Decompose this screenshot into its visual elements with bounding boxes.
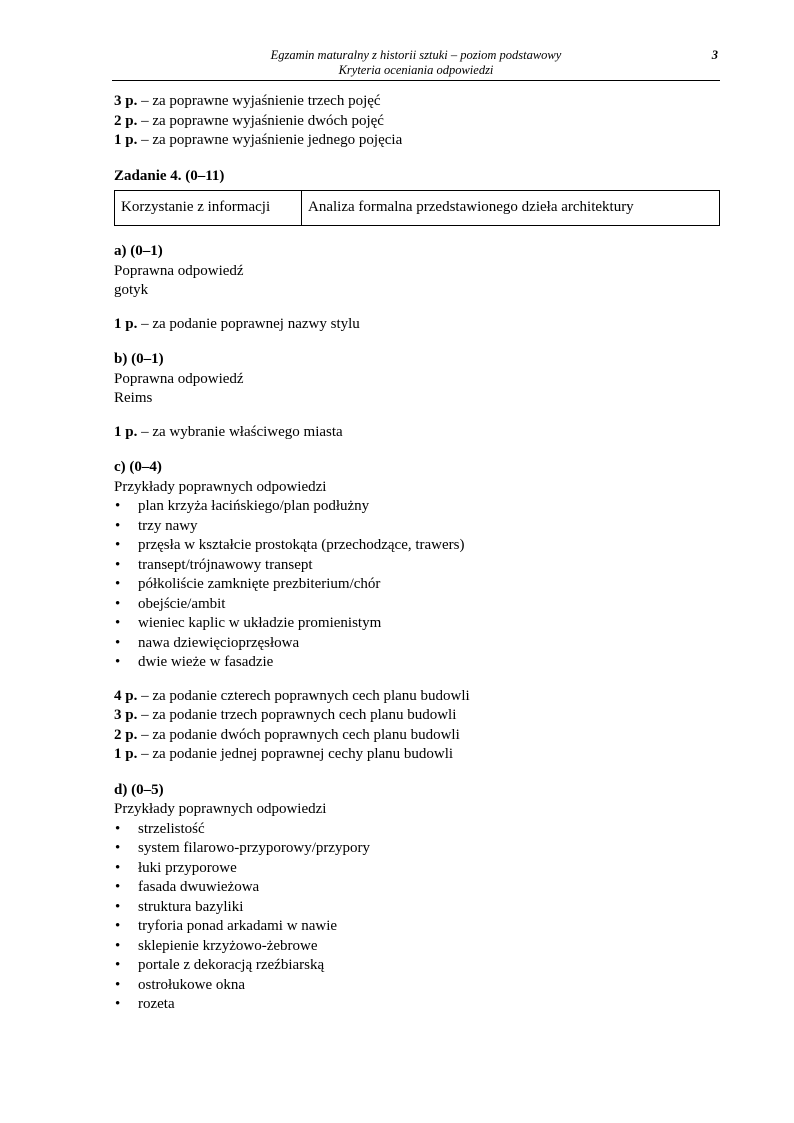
score-points: 2 p. (114, 726, 138, 743)
list-item-text: nawa dziewięcioprzęsłowa (138, 634, 300, 651)
bullet-icon: • (115, 615, 121, 631)
list-item-text: dwie wieże w fasadzie (138, 654, 274, 670)
part-b (114, 350, 720, 442)
list-item (114, 820, 720, 840)
score-points: 1 p. (114, 746, 138, 762)
score-text: – za podanie czterech poprawnych cech planu budowli (137, 687, 470, 704)
score-points: 2 p. (114, 112, 138, 129)
list-item (114, 556, 720, 576)
list-item (114, 536, 720, 556)
score-text: – za podanie jednej poprawnej cechy planu budowli (137, 746, 454, 762)
score-points: 1 p. (114, 132, 138, 148)
part-a-score (114, 315, 720, 335)
list-item-text: transept/trójnawowy transept (138, 556, 313, 573)
bullet-icon: • (115, 937, 121, 954)
list-item (114, 898, 720, 918)
bullet-icon: • (115, 879, 121, 895)
bullet-icon: • (115, 654, 121, 670)
part-d-label: d) (0–5) (114, 781, 164, 798)
list-item (114, 859, 720, 879)
header-subtitle: Kryteria oceniania odpowiedzi (338, 63, 494, 77)
bullet-icon: • (115, 595, 121, 612)
part-b-label: b) (0–1) (114, 351, 164, 367)
list-item (114, 995, 720, 1015)
part-a-answer: gotyk (114, 282, 149, 298)
header-exam-title: Egzamin maturalny z historii sztuki – poziom podstawowy (270, 48, 562, 62)
bullet-icon: • (115, 976, 121, 993)
task-skill-cell: Korzystanie z informacji (115, 191, 302, 226)
score-line (114, 706, 720, 726)
score-points: 4 p. (114, 687, 138, 704)
list-item-text: wieniec kaplic w układzie promienistym (138, 615, 382, 631)
part-a-answer-header: Poprawna odpowiedź (114, 262, 244, 279)
scoring-top (114, 92, 720, 151)
score-text: – za podanie dwóch poprawnych cech planu budowli (137, 726, 460, 743)
part-a (114, 242, 720, 334)
list-item (114, 614, 720, 634)
list-item-text: sklepienie krzyżowo-żebrowe (138, 937, 318, 954)
list-item-text: obejście/ambit (138, 595, 226, 612)
score-line (114, 112, 720, 132)
list-item (114, 878, 720, 898)
list-item (114, 976, 720, 996)
bullet-icon: • (115, 859, 121, 876)
list-item-text: trzy nawy (138, 517, 198, 534)
list-item (114, 956, 720, 976)
list-item-text: fasada dwuwieżowa (138, 879, 260, 895)
part-c-label: c) (0–4) (114, 459, 162, 475)
page-number: 3 (711, 48, 718, 62)
list-item-text: ostrołukowe okna (138, 976, 246, 993)
part-b-score (114, 423, 720, 443)
score-text: – za podanie poprawnej nazwy stylu (137, 315, 360, 332)
task-scope-cell: Analiza formalna przedstawionego dzieła architektury (302, 191, 720, 226)
list-item-text: łuki przyporowe (138, 859, 237, 876)
list-item (114, 839, 720, 859)
part-c-answer-header: Przykłady poprawnych odpowiedzi (114, 478, 327, 495)
list-item (114, 653, 720, 673)
bullet-icon: • (115, 918, 121, 934)
list-item (114, 937, 720, 957)
part-c-answer-list (114, 497, 720, 673)
list-item-text: półkoliście zamknięte prezbiterium/chór (138, 576, 381, 592)
list-item-text: plan krzyża łacińskiego/plan podłużny (138, 498, 370, 514)
part-a-label: a) (0–1) (114, 243, 163, 259)
bullet-icon: • (115, 996, 121, 1012)
list-item (114, 497, 720, 517)
score-text: – za wybranie właściwego miasta (137, 423, 343, 440)
bullet-icon: • (115, 556, 121, 573)
bullet-icon: • (115, 498, 121, 514)
list-item-text: przęsła w kształcie prostokąta (przechodzące, trawers) (138, 537, 465, 553)
part-d-answer-header: Przykłady poprawnych odpowiedzi (114, 801, 327, 817)
score-line (114, 92, 720, 112)
list-item-text: tryforia ponad arkadami w nawie (138, 918, 338, 934)
score-text: – za poprawne wyjaśnienie jednego pojęcia (137, 132, 403, 148)
score-points: 3 p. (114, 707, 138, 723)
list-item-text: struktura bazyliki (138, 898, 244, 915)
task-info-table (114, 190, 720, 226)
bullet-icon: • (115, 898, 121, 915)
list-item (114, 595, 720, 615)
list-item (114, 634, 720, 654)
bullet-icon: • (115, 820, 121, 837)
list-item-text: rozeta (138, 996, 175, 1012)
bullet-icon: • (115, 957, 121, 973)
score-text: – za poprawne wyjaśnienie trzech pojęć (137, 93, 381, 109)
score-points: 3 p. (114, 93, 138, 109)
score-line (114, 131, 720, 151)
list-item-text: portale z dekoracją rzeźbiarską (138, 957, 325, 973)
bullet-icon: • (115, 634, 121, 651)
score-text: – za podanie trzech poprawnych cech planu budowli (137, 707, 457, 723)
bullet-icon: • (115, 840, 121, 856)
list-item (114, 917, 720, 937)
part-d (114, 781, 720, 1015)
list-item (114, 517, 720, 537)
bullet-icon: • (115, 517, 121, 534)
bullet-icon: • (115, 537, 121, 553)
score-points: 1 p. (114, 423, 138, 440)
score-line (114, 726, 720, 746)
part-d-answer-list (114, 820, 720, 1015)
page-header (112, 48, 720, 81)
page-content (114, 92, 720, 1015)
part-c-scoring (114, 687, 720, 765)
score-text: – za poprawne wyjaśnienie dwóch pojęć (137, 112, 384, 129)
score-line (114, 687, 720, 707)
task-title: Zadanie 4. (0–11) (114, 167, 225, 184)
part-c (114, 458, 720, 765)
list-item (114, 575, 720, 595)
bullet-icon: • (115, 576, 121, 592)
part-b-answer: Reims (114, 390, 153, 406)
list-item-text: system filarowo-przyporowy/przypory (138, 840, 371, 856)
score-line (114, 745, 720, 765)
score-points: 1 p. (114, 315, 138, 332)
list-item-text: strzelistość (138, 820, 205, 837)
part-b-answer-header: Poprawna odpowiedź (114, 370, 244, 387)
